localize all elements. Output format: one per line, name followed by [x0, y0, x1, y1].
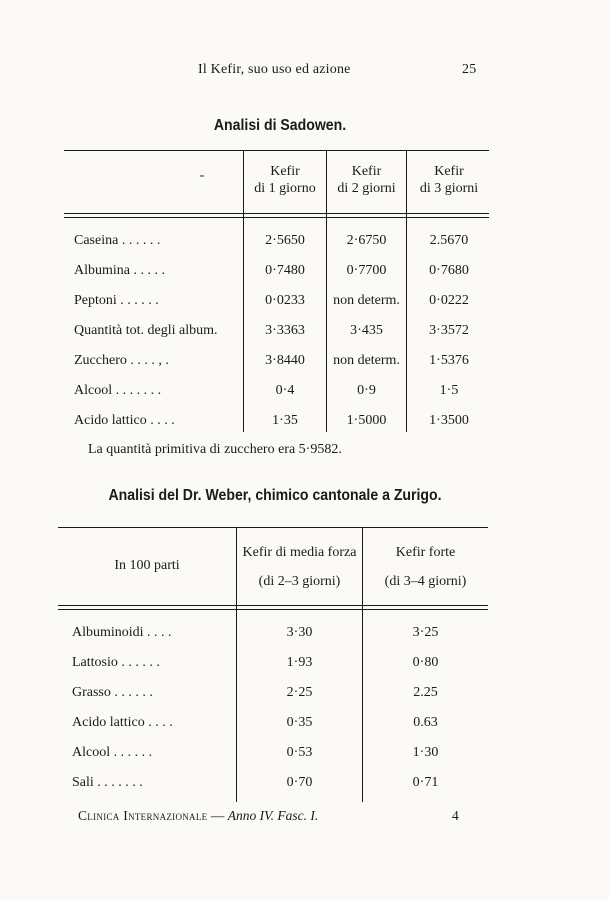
- table1-col2-line1: Kefir: [351, 164, 382, 179]
- table2-cell: 0·71: [412, 775, 439, 790]
- table1-col2-line2: di 2 giorni: [337, 181, 396, 196]
- table2-col1-line2: (di 2–3 giorni): [258, 574, 341, 589]
- table2-col2-line2: (di 3–4 giorni): [384, 574, 467, 589]
- table1-col1-line2: di 1 giorno: [254, 181, 316, 196]
- table2-col2-line1: Kefir forte: [395, 545, 456, 560]
- table1-row-label: Quantità tot. degli album.: [74, 323, 218, 338]
- footer-dash: —: [210, 808, 225, 823]
- table2-cell: 0·53: [286, 745, 313, 760]
- table1-row-label: Caseina . . . . . .: [74, 233, 161, 248]
- table1-row-label: Acido lattico . . . .: [74, 413, 175, 428]
- table1-note: La quantità primitiva di zucchero era 5·9582.: [88, 442, 342, 457]
- table2-corner: In 100 parti: [114, 558, 180, 573]
- table2-cell: 2.25: [413, 685, 438, 700]
- table1-cell: 3·435: [350, 323, 383, 338]
- table2-cell: 3·30: [286, 625, 313, 640]
- table1-cell: 1·3500: [429, 413, 469, 428]
- table2-cell: 3·25: [412, 625, 439, 640]
- table1-cell: 0·0222: [429, 293, 469, 308]
- table1-cell: 2.5670: [429, 233, 469, 248]
- footer-line: [78, 808, 318, 824]
- footer-signature: 4: [452, 808, 459, 823]
- table2-row-label: Acido lattico . . . .: [72, 715, 173, 730]
- table1-row-label: Peptoni . . . . . .: [74, 293, 159, 308]
- table1-cell: 0·0233: [265, 293, 305, 308]
- table2-heading: Analisi del Dr. Weber, chimico cantonale a Zurigo.: [108, 487, 442, 504]
- table1-cell: 0·7480: [265, 263, 305, 278]
- table1-cell: 1·5000: [346, 413, 387, 428]
- table2-col1-line1: Kefir di media forza: [242, 545, 357, 560]
- table1-cell: 3·3572: [429, 323, 469, 338]
- table1-cell: 0·7680: [429, 263, 469, 278]
- table1-cell: 3·8440: [265, 353, 305, 368]
- table1-col3-line1: Kefir: [434, 164, 464, 179]
- table2-row-label: Albuminoidi . . . .: [72, 625, 172, 640]
- table1-cell: 2·5650: [265, 233, 305, 248]
- table2-row-label: Alcool . . . . . .: [72, 745, 153, 760]
- table2-row-label: Grasso . . . . . .: [72, 685, 153, 700]
- table1-cell: 0·9: [357, 383, 376, 398]
- table1-cell: 3·3363: [265, 323, 305, 338]
- table1-row-label: Albumina . . . . .: [74, 263, 165, 278]
- table1-cell: 1·5: [439, 383, 459, 398]
- table1-row-label: Alcool . . . . . . .: [74, 383, 162, 398]
- table2-cell: 0·70: [286, 775, 313, 790]
- table1-cell: 0·7700: [346, 263, 387, 278]
- table2-cell: 2·25: [286, 685, 313, 700]
- table2-cell: 0·80: [412, 655, 439, 670]
- table1-cell: 0·4: [275, 383, 295, 398]
- table1-row-label: Zucchero . . . . , .: [74, 353, 169, 368]
- table2-row-label: Lattosio . . . . . .: [72, 655, 160, 670]
- table2-cell: 1·30: [412, 745, 439, 760]
- footer-journal: Clinica Internazionale: [78, 808, 208, 823]
- footer-issue: Anno IV. Fasc. I.: [227, 808, 319, 823]
- table1-cell: 1·5376: [429, 353, 469, 368]
- table1-heading: Analisi di Sadowen.: [213, 117, 347, 134]
- table1-cell: non determ.: [333, 353, 400, 368]
- table1-cell: 2·6750: [346, 233, 387, 248]
- table2-cell: 0.63: [413, 715, 438, 730]
- table2-cell: 1·93: [286, 655, 313, 670]
- table2-row-label: Sali . . . . . . .: [72, 775, 143, 790]
- table1-col1-line1: Kefir: [270, 164, 300, 179]
- table1-col3-line2: di 3 giorni: [419, 181, 479, 196]
- table1-cell: 1·35: [272, 413, 298, 428]
- table2-cell: 0·35: [286, 715, 313, 730]
- running-head-title: Il Kefir, suo uso ed azione: [198, 62, 351, 77]
- table1-corner: -: [199, 168, 205, 183]
- table1-cell: non determ.: [333, 293, 400, 308]
- page-number: 25: [462, 62, 477, 77]
